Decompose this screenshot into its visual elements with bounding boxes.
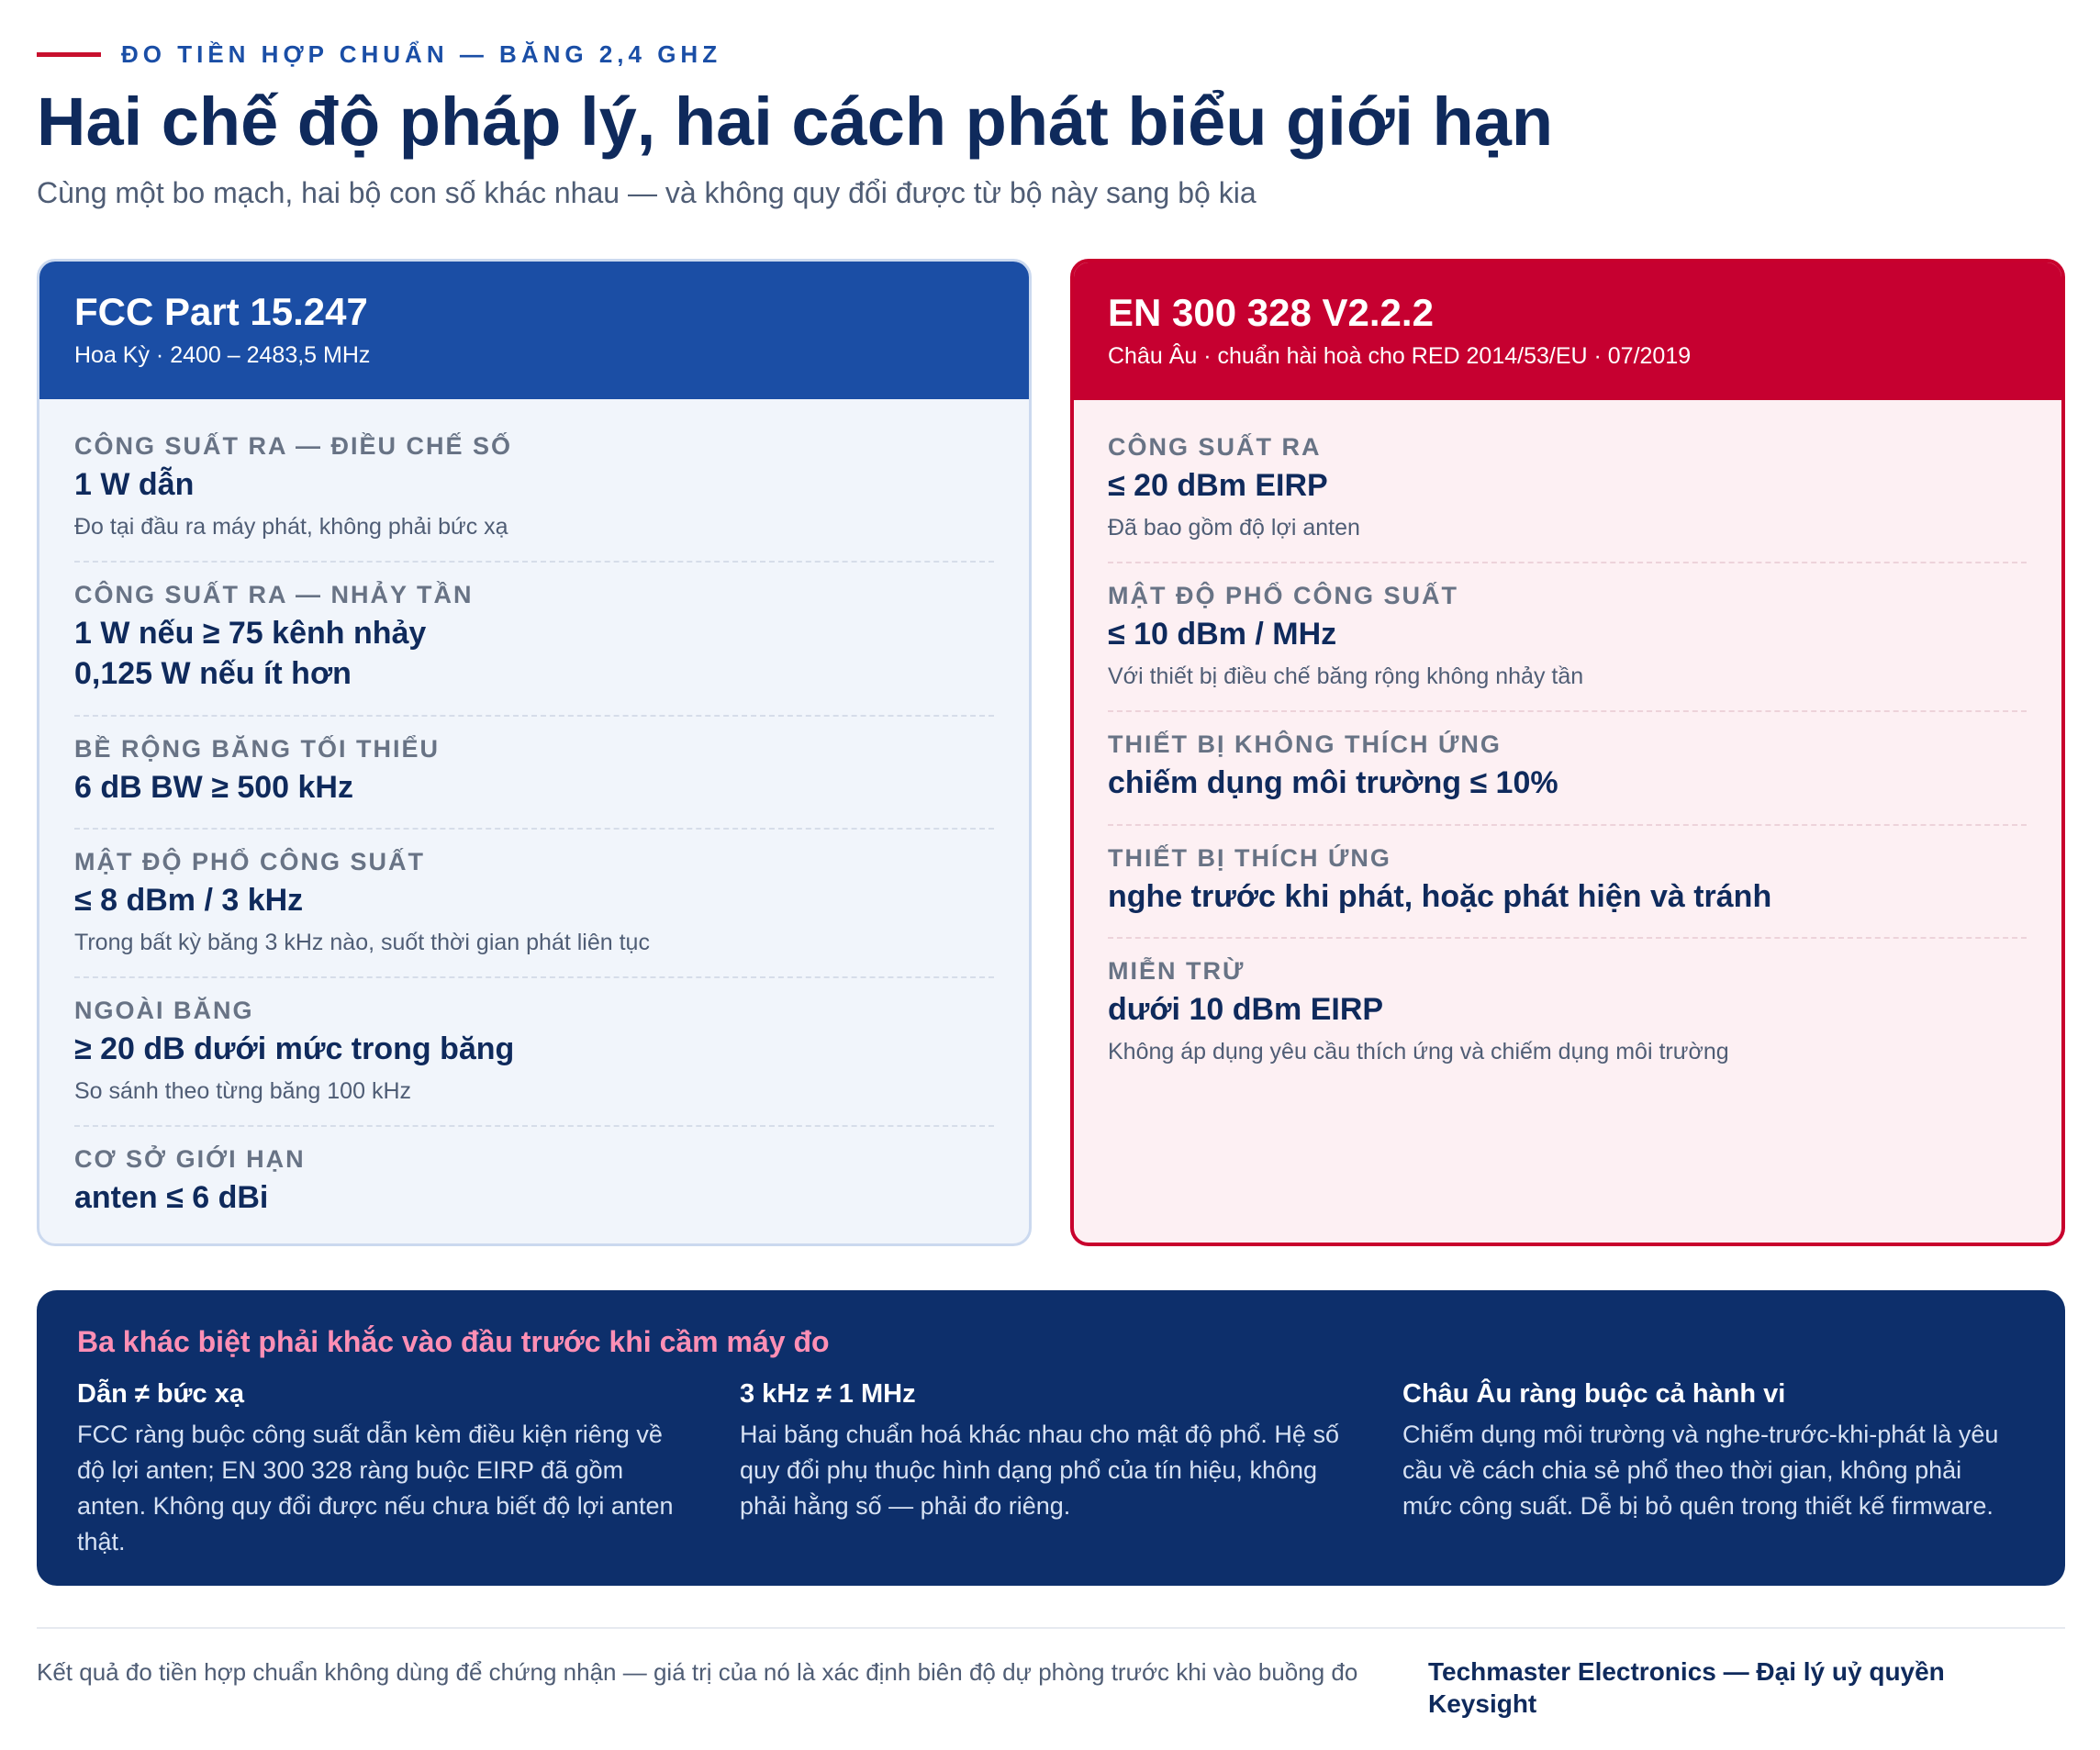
spec-value: anten ≤ 6 dBi: [74, 1180, 269, 1216]
fcc-panel-title: FCC Part 15.247: [74, 290, 368, 333]
spec-row: [1108, 428, 2027, 563]
key-differences-columns: [77, 1379, 2025, 1561]
en-panel-subtitle: Châu Âu · chuẩn hài hoà cho RED 2014/53/EU · 07/2019: [1108, 343, 1692, 370]
difference-title: Châu Âu ràng buộc cả hành vi: [1402, 1379, 1786, 1409]
spec-label: CÔNG SUẤT RA: [1108, 433, 1322, 461]
difference-title: Dẫn ≠ bức xạ: [77, 1379, 244, 1409]
spec-row: [1108, 826, 2027, 939]
fcc-panel: [37, 259, 1032, 1246]
en-panel-header: [1074, 262, 2061, 400]
spec-label: CÔNG SUẤT RA — NHẢY TẦN: [74, 581, 474, 609]
difference-title: 3 kHz ≠ 1 MHz: [740, 1379, 916, 1409]
footer-divider: [37, 1627, 2065, 1629]
spec-row: [1108, 939, 2027, 1086]
difference-item: [1402, 1379, 2008, 1561]
spec-value: 6 dB BW ≥ 500 kHz: [74, 769, 353, 805]
spec-row: [74, 427, 994, 563]
kicker-accent-line: [37, 52, 101, 57]
spec-label: CÔNG SUẤT RA — ĐIỀU CHẾ SỐ: [74, 432, 513, 460]
spec-value: [74, 613, 994, 694]
en-panel-title: EN 300 328 V2.2.2: [1108, 291, 1434, 334]
footer-note: Kết quả đo tiền hợp chuẩn không dùng để chứng nhận — giá trị của nó là xác định biên độ dự phòng trước khi vào buồng đo: [37, 1658, 1358, 1686]
difference-text: Chiếm dụng môi trường và nghe-trước-khi-phát là yêu cầu về cách chia sẻ phổ theo thời gian, không phải mức công suất. Dễ bị bỏ quên trong thiết kế firmware.: [1402, 1421, 1999, 1521]
spec-row: [74, 717, 994, 830]
spec-value-line: 1 W nếu ≥ 75 kênh nhảy: [74, 616, 427, 652]
kicker: ĐO TIỀN HỢP CHUẨN — BĂNG 2,4 GHZ: [121, 40, 722, 68]
spec-label: THIẾT BỊ KHÔNG THÍCH ỨNG: [1108, 730, 1502, 759]
spec-label: MẬT ĐỘ PHỔ CÔNG SUẤT: [74, 847, 425, 875]
spec-label: THIẾT BỊ THÍCH ỨNG: [1108, 843, 1391, 872]
key-differences-box: [37, 1290, 2065, 1586]
spec-label: NGOÀI BĂNG: [74, 996, 254, 1024]
spec-value: ≤ 20 dBm EIRP: [1108, 468, 1328, 503]
spec-value: 1 W dẫn: [74, 467, 195, 502]
spec-note: Với thiết bị điều chế băng rộng không nhảy tần: [1108, 663, 1584, 690]
page-title: Hai chế độ pháp lý, hai cách phát biểu giới hạn: [37, 84, 1554, 160]
spec-note: So sánh theo từng băng 100 kHz: [74, 1078, 411, 1105]
spec-value-line: 0,125 W nếu ít hơn: [74, 656, 352, 692]
spec-row: [1108, 563, 2027, 712]
en-panel: [1070, 259, 2065, 1246]
spec-row: [1108, 712, 2027, 825]
spec-value: nghe trước khi phát, hoặc phát hiện và tránh: [1108, 878, 1772, 914]
spec-label: MIỄN TRỪ: [1108, 956, 1245, 985]
spec-value: chiếm dụng môi trường ≤ 10%: [1108, 765, 1558, 801]
kicker-row: [37, 40, 721, 69]
difference-item: [740, 1379, 1346, 1561]
difference-text: FCC ràng buộc công suất dẫn kèm điều kiện riêng về độ lợi anten; EN 300 328 ràng buộc EIRP đã gồm anten. Không quy đổi được nếu chưa biết độ lợi anten thật.: [77, 1421, 674, 1556]
spec-value: dưới 10 dBm EIRP: [1108, 991, 1384, 1027]
footer-brand: Techmaster Electronics — Đại lý uỷ quyền Keysight: [1428, 1657, 1945, 1718]
spec-value: ≥ 20 dB dưới mức trong băng: [74, 1031, 515, 1066]
fcc-panel-header: [39, 262, 1029, 399]
fcc-panel-subtitle: Hoa Kỳ · 2400 – 2483,5 MHz: [74, 342, 371, 369]
spec-row: [74, 830, 994, 978]
spec-label: CƠ SỞ GIỚI HẠN: [74, 1145, 306, 1174]
spec-value: ≤ 10 dBm / MHz: [1108, 617, 1337, 652]
difference-item: [77, 1379, 683, 1561]
spec-label: BỀ RỘNG BĂNG TỐI THIỂU: [74, 734, 441, 763]
page-subtitle: Cùng một bo mạch, hai bộ con số khác nhau — và không quy đổi được từ bộ này sang bộ kia: [37, 176, 1257, 209]
spec-row: [74, 563, 994, 716]
spec-value: ≤ 8 dBm / 3 kHz: [74, 882, 304, 918]
spec-note: Đã bao gồm độ lợi anten: [1108, 515, 1360, 541]
en-panel-body: [1074, 400, 2061, 1086]
spec-note: Trong bất kỳ băng 3 kHz nào, suốt thời gian phát liên tục: [74, 929, 650, 955]
spec-label: MẬT ĐỘ PHỔ CÔNG SUẤT: [1108, 582, 1458, 610]
spec-row: [74, 978, 994, 1127]
key-differences-title: Ba khác biệt phải khắc vào đầu trước khi cầm máy đo: [77, 1325, 830, 1358]
spec-row: [74, 1127, 994, 1238]
fcc-panel-body: [39, 399, 1029, 1238]
difference-text: Hai băng chuẩn hoá khác nhau cho mật độ phổ. Hệ số quy đổi phụ thuộc hình dạng phổ của tín hiệu, không phải hằng số — phải đo riêng.: [740, 1421, 1339, 1521]
spec-note: Không áp dụng yêu cầu thích ứng và chiếm dụng môi trường: [1108, 1038, 1729, 1064]
spec-note: Đo tại đầu ra máy phát, không phải bức xạ: [74, 514, 508, 541]
